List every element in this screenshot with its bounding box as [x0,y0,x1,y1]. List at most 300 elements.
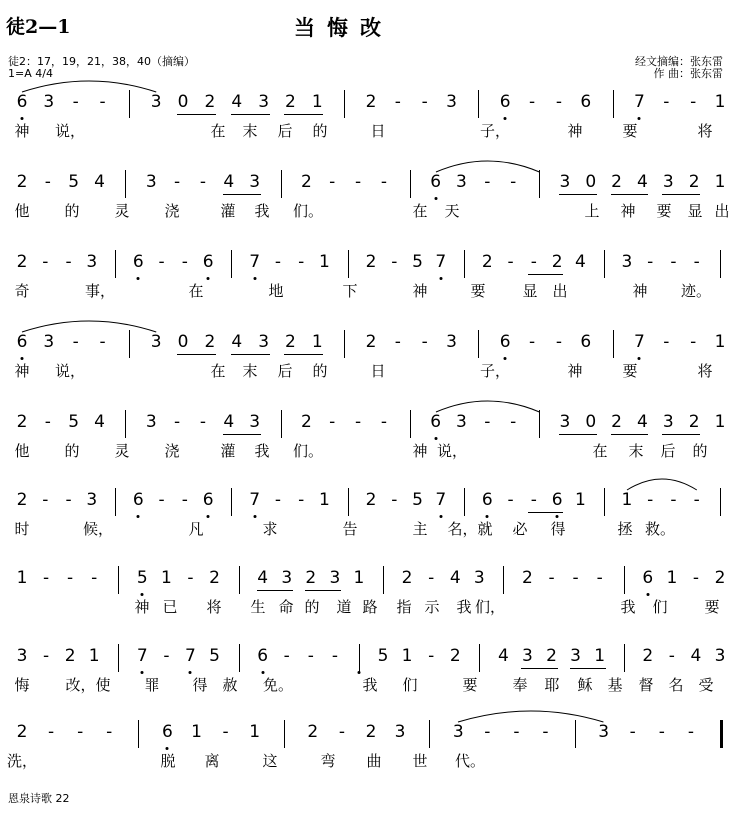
note: 1 [160,568,172,588]
lyric-syllable: 下 [342,282,358,300]
source-reference: 徒2：17，19，21，38，40（摘编） [8,55,195,68]
dash-extension: - [354,172,362,192]
lyric-syllable: 受 [698,676,714,694]
note: 7 [435,490,447,510]
dash-extension: - [421,332,428,352]
slur [436,396,539,414]
note: 3 [150,332,162,352]
lyric-syllable: 在 [412,202,428,220]
note: 3 [598,722,610,742]
lyric-syllable: 世 [412,752,428,770]
lyric-syllable: 拯 [617,520,633,538]
score-line [0,722,755,802]
note: 2 [285,92,296,112]
dash-extension: - [158,490,165,510]
lyric-syllable: 灌 [220,442,236,460]
barline [575,720,576,748]
dash-extension: - [687,722,694,742]
lyric-syllable: 基 [607,676,623,694]
dash-extension: - [507,252,514,272]
lyric-syllable: 我 [456,598,472,616]
low-octave-dot [434,197,437,200]
dash-extension: - [72,332,79,352]
lyric-syllable: 神 [632,282,648,300]
barline [604,250,605,278]
dash-extension: - [42,490,49,510]
beam-underline [662,434,700,435]
note: 1 [666,568,678,588]
barline [239,566,240,594]
barline [604,488,605,516]
dash-extension: - [428,646,435,666]
note: 3 [145,172,157,192]
dash-extension: - [274,490,281,510]
dash-extension: - [338,722,345,742]
lyric-syllable: 他 [14,442,30,460]
barline [720,488,721,516]
low-octave-dot [504,357,507,360]
dash-extension: - [663,92,670,112]
lyric-syllable: 上 [584,202,600,220]
barline [383,566,384,594]
note: 2 [16,490,28,510]
lyric-syllable: 末 [242,362,258,380]
lyrics-line [0,442,755,462]
note: 3 [456,172,467,192]
note: 6 [580,332,592,352]
note: 4 [690,646,702,666]
beam-underline [284,114,323,115]
note: 1 [621,490,633,510]
low-octave-dot [439,277,442,280]
slur [436,156,539,174]
barline [478,330,479,358]
lyric-syllable: 曲 [366,752,382,770]
lyric-syllable: 末 [628,442,644,460]
note: 7 [249,490,261,510]
beam-underline [223,194,261,195]
note: 3 [16,646,28,666]
dash-extension: - [283,646,290,666]
beam-underline [559,194,597,195]
barline [115,250,116,278]
low-octave-dot [137,277,140,280]
lyric-syllable: 天 [444,202,460,220]
lyric-syllable: 生 [250,598,266,616]
dash-extension: - [42,646,50,666]
barline [410,170,411,198]
dash-extension: - [542,722,549,742]
note: 6 [161,722,173,742]
note: 2 [16,252,28,272]
note: 2 [305,568,317,588]
dash-extension: - [65,490,72,510]
dash-extension: - [555,332,562,352]
low-octave-dot [207,515,210,518]
lyric-syllable: 耶 [544,676,560,694]
note: 4 [637,412,648,432]
note: 4 [497,646,509,666]
note: 3 [446,332,457,352]
final-barline [720,720,723,748]
notation-line [0,412,755,442]
dash-extension: - [510,172,517,192]
beam-underline [521,668,557,669]
barline [613,330,614,358]
lyric-syllable: 示 [424,598,440,616]
dash-extension: - [77,722,84,742]
barline [125,170,126,198]
song-number: 徒2—1 [6,16,71,38]
lyric-syllable: 神 [412,282,428,300]
note: 3 [86,490,98,510]
dash-extension: - [690,332,697,352]
dash-extension: - [391,252,398,272]
note: 3 [43,332,55,352]
lyric-syllable: 奇 [14,282,30,300]
note: 2 [300,172,312,192]
dash-extension: - [380,172,387,192]
song-title: 当悔改 [294,15,393,40]
barline [118,644,119,672]
note: 1 [249,722,261,742]
note: 7 [634,92,645,112]
beam-underline [305,590,341,591]
dash-extension: - [44,412,51,432]
dash-extension: - [690,92,697,112]
low-octave-dot [253,515,256,518]
barline [138,720,139,748]
note: 6 [132,490,144,510]
lyric-syllable: 改，使 [65,676,111,694]
low-octave-dot [141,671,144,674]
dash-extension: - [91,568,98,588]
dash-extension: - [329,412,336,432]
low-octave-dot [166,747,169,750]
note: 3 [86,252,98,272]
lyrics-line [0,676,755,696]
note: 6 [499,332,511,352]
lyric-syllable: 将 [206,598,222,616]
score-line [0,172,755,252]
beam-underline [177,354,216,355]
note: 3 [249,412,261,432]
low-octave-dot [434,437,437,440]
lyric-syllable: 候， [82,520,114,538]
note: 4 [574,252,586,272]
lyric-syllable: 浇 [164,442,180,460]
lyric-syllable: 后 [660,442,676,460]
dash-extension: - [668,646,675,666]
note: 4 [231,332,243,352]
lyrics-line [0,598,755,618]
notation-line [0,722,755,752]
dash-extension: - [484,412,491,432]
note: 4 [94,172,105,192]
note: 3 [559,412,571,432]
dash-extension: - [510,412,517,432]
lyric-syllable: 要 [470,282,486,300]
low-octave-dot [253,277,256,280]
barline [118,566,119,594]
beam-underline [611,434,649,435]
note: 3 [662,412,674,432]
lyric-syllable: 离 [204,752,220,770]
dash-extension: - [42,568,50,588]
dash-extension: - [274,252,281,272]
beam-underline [284,354,323,355]
barline [464,488,465,516]
note: 2 [642,646,654,666]
note: 3 [621,252,633,272]
note: 5 [68,412,80,432]
beam-underline [528,512,563,513]
barline [231,250,232,278]
note: 2 [546,646,557,666]
lyric-syllable: 得 [550,520,566,538]
dash-extension: - [629,722,636,742]
slur [458,706,603,724]
note: 3 [249,172,261,192]
note: 1 [714,412,726,432]
note: 2 [204,332,216,352]
dash-extension: - [329,172,336,192]
dash-extension: - [647,490,654,510]
note: 6 [132,252,144,272]
dash-extension: - [670,252,677,272]
score-line [0,490,755,570]
low-octave-dot [439,515,442,518]
lyric-syllable: 时 [14,520,30,538]
note: 2 [64,646,76,666]
dash-extension: - [548,568,555,588]
dash-extension: - [163,646,170,666]
note: 1 [191,722,202,742]
note: 3 [714,646,726,666]
barline [478,90,479,118]
beam-underline [177,114,216,115]
low-octave-dot [638,117,641,120]
slur [22,316,156,334]
note: 2 [365,332,377,352]
lyric-syllable: 得 [192,676,208,694]
dash-extension: - [158,252,165,272]
dash-extension: - [555,92,562,112]
dash-extension: - [106,722,113,742]
note: 2 [209,568,220,588]
barline [429,720,430,748]
lyric-syllable: 子， [479,122,511,140]
barline [129,90,130,118]
note: 5 [209,646,220,666]
note: 1 [401,646,413,666]
dash-extension: - [181,252,188,272]
beam-underline [662,194,700,195]
note: 2 [365,252,377,272]
score-line [0,92,755,172]
dash-extension: - [530,252,537,272]
dash-extension: - [99,332,106,352]
lyric-syllable: 在 [188,282,204,300]
dash-extension: - [331,646,338,666]
beam-underline [528,274,563,275]
note: 6 [16,332,28,352]
lyric-syllable: 告 [342,520,358,538]
dash-extension: - [65,252,72,272]
lyric-syllable: 说， [436,442,468,460]
lyric-syllable: 神 [412,442,428,460]
lyrics-credit: 经文摘编：张东雷 [635,55,723,68]
note: 7 [249,252,261,272]
lyrics-line [0,122,755,142]
low-octave-dot [638,357,641,360]
low-octave-dot [137,515,140,518]
barline [281,410,282,438]
dash-extension: - [693,252,700,272]
lyric-syllable: 代。 [454,752,486,770]
note: 1 [594,646,606,666]
dash-extension: - [484,722,491,742]
note: 3 [522,646,533,666]
lyric-syllable: 路 [362,598,378,616]
lyric-syllable: 稣 [577,676,593,694]
lyrics-line [0,202,755,222]
note: 7 [185,646,196,666]
lyric-syllable: 要 [622,362,638,380]
note: 3 [446,92,457,112]
dash-extension: - [187,568,194,588]
lyric-syllable: 出 [552,282,568,300]
lyric-syllable: 末 [242,122,258,140]
lyric-syllable: 灵 [114,202,130,220]
note: 0 [585,172,597,192]
low-octave-dot [504,117,507,120]
barline [539,170,540,198]
dash-extension: - [298,490,305,510]
lyric-syllable: 的 [312,122,328,140]
notation-line [0,332,755,362]
slur [22,76,156,94]
dash-extension: - [380,412,387,432]
lyric-syllable: 显 [687,202,703,220]
note: 4 [257,568,269,588]
barline [129,330,130,358]
dash-extension: - [354,412,362,432]
lyrics-line [0,752,755,772]
notation-line [0,252,755,282]
dash-extension: - [394,92,401,112]
note: 6 [16,92,28,112]
lyric-syllable: 灌 [220,202,236,220]
lyric-syllable: 我 [254,442,270,460]
low-octave-dot [646,593,649,596]
notation-line [0,92,755,122]
lyric-syllable: 脱 [160,752,176,770]
note: 2 [365,92,377,112]
lyric-syllable: 他 [14,202,30,220]
note: 6 [430,412,442,432]
note: 1 [88,646,100,666]
lyric-syllable: 神 [567,362,583,380]
barline [231,488,232,516]
lyric-syllable: 我 [362,676,378,694]
note: 2 [16,722,28,742]
lyric-syllable: 说， [54,362,86,380]
lyric-syllable: 道 [336,598,352,616]
note: 2 [16,412,28,432]
note: 2 [551,252,563,272]
note: 3 [473,568,485,588]
note: 4 [449,568,461,588]
lyric-syllable: 的 [64,442,80,460]
dash-extension: - [528,332,536,352]
note: 3 [258,332,270,352]
dash-extension: - [222,722,229,742]
dash-extension: - [72,92,79,112]
note: 6 [481,490,493,510]
lyric-syllable: 们， [474,598,506,616]
beam-underline [231,114,270,115]
note: 2 [204,92,216,112]
lyric-syllable: 在 [210,362,226,380]
dash-extension: - [174,412,181,432]
dash-extension: - [572,568,579,588]
lyric-syllable: 将 [697,362,713,380]
note: 3 [559,172,571,192]
note: 2 [300,412,312,432]
lyric-syllable: 要 [656,202,672,220]
note: 7 [136,646,148,666]
note: 7 [634,332,645,352]
note: 2 [481,252,493,272]
dash-extension: - [647,252,654,272]
lyric-syllable: 我 [254,202,270,220]
note: 3 [394,722,406,742]
note: 1 [319,490,330,510]
lyric-syllable: 将 [697,122,713,140]
lyric-syllable: 要 [462,676,478,694]
note: 0 [177,332,189,352]
note: 3 [456,412,467,432]
notation-line [0,172,755,202]
lyric-syllable: 说， [54,122,86,140]
barline [344,90,345,118]
barline [624,644,625,672]
dash-extension: - [693,490,700,510]
beam-underline [559,434,597,435]
barline [125,410,126,438]
note: 2 [611,412,622,432]
note: 6 [257,646,269,666]
low-octave-dot [207,277,210,280]
low-octave-dot [556,515,559,518]
note: 1 [714,92,726,112]
notation-line [0,646,755,676]
note: 3 [150,92,162,112]
lyric-syllable: 们。 [292,442,324,460]
lyric-syllable: 神 [14,362,30,380]
note: 6 [430,172,442,192]
note: 2 [365,722,377,742]
dash-extension: - [692,568,699,588]
note: 1 [353,568,365,588]
dash-extension: - [298,252,305,272]
dash-extension: - [484,172,491,192]
lyric-syllable: 命 [278,598,294,616]
note: 1 [311,332,323,352]
note: 3 [570,646,581,666]
note: 3 [258,92,270,112]
